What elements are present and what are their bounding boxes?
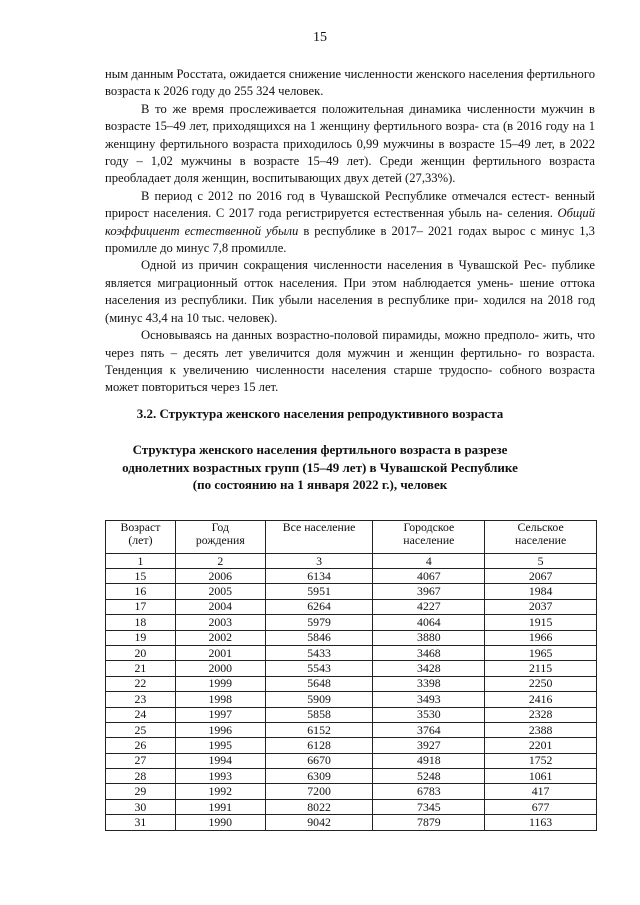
table-cell: 5979 [265,615,373,630]
table-cell: 1965 [485,645,597,660]
column-number: 5 [485,554,597,569]
text-line: мужчин в возрасте 15–49 лет, приходящихся на 1 женщину фертильного возра- [105,101,595,134]
table-cell: 2001 [175,645,265,660]
table-cell: 4067 [373,569,485,584]
table-cell: 3764 [373,722,485,737]
table-cell: 1992 [175,784,265,799]
table-cell: 3398 [373,676,485,691]
term-italic: Общий коэффициент естественной убыли [105,206,595,238]
table-cell: 4227 [373,599,485,614]
header-birth-year [175,521,265,554]
table-row [106,799,597,814]
table-cell: 9042 [265,815,373,830]
table-cell: 6128 [265,738,373,753]
table-title-line: однолетних возрастных групп (15–49 лет) в Чувашской Республике [122,459,518,475]
table-cell: 6134 [265,569,373,584]
table-cell: 1990 [175,815,265,830]
body-text [105,66,595,397]
paragraph-3 [105,188,595,258]
table-row [106,753,597,768]
header-line: рождения [195,533,245,547]
table-cell: 24 [106,707,176,722]
header-line: Все население [282,520,356,534]
table-cell: 2388 [485,722,597,737]
table-cell: 1996 [175,722,265,737]
table-cell: 30 [106,799,176,814]
table-cell: 7345 [373,799,485,814]
table-cell: 26 [106,738,176,753]
page-number: 15 [313,30,327,45]
header-line: Возраст [120,520,161,534]
table-cell: 1163 [485,815,597,830]
header-line: население [515,533,567,547]
table-title-line: Структура женского населения фертильного возраста в разрезе [132,442,508,457]
table-cell: 23 [106,692,176,707]
table-cell: 3428 [373,661,485,676]
table-cell: 2005 [175,584,265,599]
table-row [106,707,597,722]
header-total [265,521,373,554]
table-cell: 4918 [373,753,485,768]
table-cell: 2037 [485,599,597,614]
table-cell: 6264 [265,599,373,614]
table-cell: 1994 [175,753,265,768]
header-line: Год [211,520,229,534]
text-line: шение оттока населения из республики. Пик убыли населения в республике при- [105,275,595,308]
table-cell: 16 [106,584,176,599]
table-cell: 22 [106,676,176,691]
table-row [106,738,597,753]
table-cell: 20 [106,645,176,660]
column-number-row [106,554,597,569]
table-cell: 5648 [265,676,373,691]
table-cell: 25 [106,722,176,737]
table-cell: 677 [485,799,597,814]
text-line: женщин фертильного возраста преобладает доля женщин, воспитывающих двух [105,154,596,186]
column-number: 2 [175,554,265,569]
table-row [106,676,597,691]
table-row [106,630,597,645]
table-row [106,599,597,614]
text-line: В период с 2012 по 2016 год в Чувашской Республике отмечался естест- [141,188,550,203]
table-cell: 1991 [175,799,265,814]
header-rural [485,521,597,554]
text-line: жить, что через пять – десять лет увеличится доля мужчин и женщин фертильно- [105,328,595,360]
table-cell: 4064 [373,615,485,630]
table-cell: 1993 [175,769,265,784]
text-line: детей (27,33%). [372,171,456,186]
text-line: ходился на 2018 год (минус 43,4 на 10 тыс. человек). [105,293,595,325]
header-line: Сельское [517,520,564,534]
section-heading: 3.2. Структура женского населения репродуктивного возраста [136,406,504,421]
table-cell: 1752 [485,753,597,768]
table-title [0,441,640,494]
header-urban [373,521,485,554]
table-cell: 5248 [373,769,485,784]
table-cell: 2250 [485,676,597,691]
column-number: 4 [373,554,485,569]
paragraph-5 [105,327,595,397]
table-cell: 3468 [373,645,485,660]
table-cell: 5909 [265,692,373,707]
table-row [106,784,597,799]
table-cell: 2002 [175,630,265,645]
table-header-row [106,521,597,554]
table-cell: 2004 [175,599,265,614]
table-row [106,769,597,784]
paragraph-4 [105,257,595,327]
table-row [106,692,597,707]
table-cell: 1061 [485,769,597,784]
header-line: (лет) [128,533,153,547]
table-cell: 5846 [265,630,373,645]
table-cell: 2416 [485,692,597,707]
header-age [106,521,176,554]
table-cell: 2201 [485,738,597,753]
table-row [106,661,597,676]
paragraph-2 [105,101,595,188]
table-cell: 3967 [373,584,485,599]
table-cell: 31 [106,815,176,830]
table-row [106,722,597,737]
table-cell: 6152 [265,722,373,737]
table-cell: 1966 [485,630,597,645]
table-cell: 6309 [265,769,373,784]
column-number: 3 [265,554,373,569]
table-row [106,815,597,830]
table-cell: 5951 [265,584,373,599]
table-cell: 3880 [373,630,485,645]
table-cell: 2115 [485,661,597,676]
table-cell: 5858 [265,707,373,722]
table-cell: 8022 [265,799,373,814]
table-cell: 2328 [485,707,597,722]
header-line: население [403,533,455,547]
table-row [106,645,597,660]
text-line: Одной из причин сокращения численности населения в Чувашской Рес- [141,258,547,273]
header-line: Городское [403,520,455,534]
table-cell: 1984 [485,584,597,599]
table-cell: 21 [106,661,176,676]
text-line: го возраста. Тенденция к увеличению численности населения старше трудоспо- [105,345,595,377]
table-cell: 17 [106,599,176,614]
table-cell: 28 [106,769,176,784]
text-line: ста (в 2016 году на 1 женщину фертильного возраста приходилось 0,99 мужчины [105,119,595,151]
table-cell: 1999 [175,676,265,691]
table-cell: 6670 [265,753,373,768]
text-line: в республике в 2017– [303,223,423,238]
table-cell: 1915 [485,615,597,630]
table-cell: 3927 [373,738,485,753]
table-cell: 417 [485,784,597,799]
table-cell: 5543 [265,661,373,676]
table-cell: 7200 [265,784,373,799]
text-line: Основываясь на данных возрастно-половой пирамиды, можно предполо- [141,328,539,343]
table-cell: 27 [106,753,176,768]
text-line: В то же время прослеживается положительная динамика численности [141,101,536,116]
table-cell: 2067 [485,569,597,584]
table-row [106,569,597,584]
table-cell: 6783 [373,784,485,799]
text-line: венный прирост населения. С 2017 года регистрируется естественная убыль на- [105,188,595,221]
table-cell: 1995 [175,738,265,753]
text-line: 2021 годах вырос с минус 1,3 промилле до минус 7,8 промилле. [105,223,595,256]
table-row [106,584,597,599]
paragraph-1 [105,66,595,101]
text-line: в возрасте 15–49 лет, в 2022 году – 1,02 мужчины в возрасте 15–49 лет). Среди [105,136,595,169]
table-cell: 3493 [373,692,485,707]
table-cell: 3530 [373,707,485,722]
text-line: ным данным Росстата, ожидается снижение численности женского населения [105,67,524,81]
table-cell: 2003 [175,615,265,630]
table-cell: 2006 [175,569,265,584]
table-cell: 1998 [175,692,265,707]
text-line: собного возраста может повториться через 15 лет. [105,362,595,395]
table-title-line: (по состоянию на 1 января 2022 г.), человек [192,477,448,492]
table-cell: 15 [106,569,176,584]
text-line: селения. [507,206,553,221]
table-cell: 18 [106,615,176,630]
column-number: 1 [106,554,176,569]
table-cell: 2000 [175,661,265,676]
table-cell: 1997 [175,707,265,722]
table-row [106,615,597,630]
text-line: фертильного возраста к 2026 году до 255 324 человек. [105,67,595,99]
population-table [105,520,597,831]
table-body [106,569,597,831]
table-cell: 5433 [265,645,373,660]
table-cell: 29 [106,784,176,799]
table-cell: 19 [106,630,176,645]
table-cell: 7879 [373,815,485,830]
text-line: публике является миграционный отток населения. При этом наблюдается умень- [105,258,595,290]
